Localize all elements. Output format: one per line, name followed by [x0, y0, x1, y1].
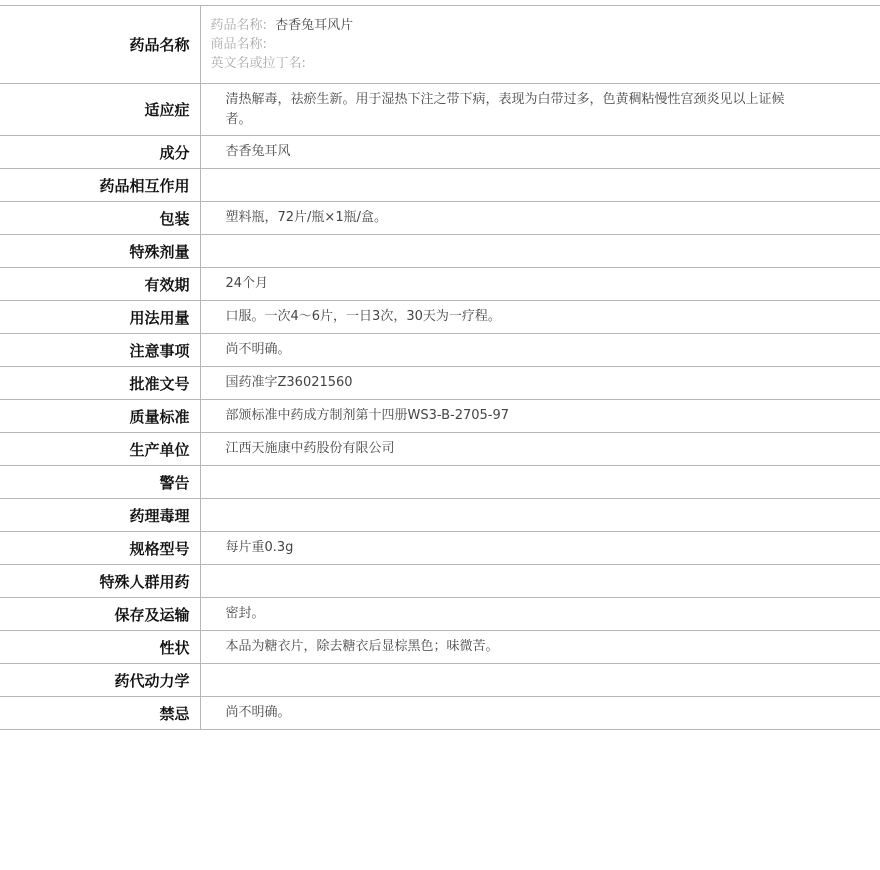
row-special-dosage: [0, 235, 880, 268]
row-warning: [0, 466, 880, 499]
row-value: 尚不明确。: [200, 697, 880, 730]
row-shelf-life: [0, 268, 880, 301]
drug-name-line: [211, 16, 791, 35]
row-value: 国药准字Z36021560: [200, 367, 880, 400]
row-drug-name: [0, 6, 880, 84]
row-label: 批准文号: [0, 367, 200, 400]
row-interactions: [0, 169, 880, 202]
english-name-line: [211, 54, 791, 73]
name-values: [200, 6, 880, 84]
row-contraindications: [0, 697, 880, 730]
row-label: 注意事项: [0, 334, 200, 367]
row-specification: [0, 532, 880, 565]
row-label: 药品相互作用: [0, 169, 200, 202]
row-value: 本品为糖衣片，除去糖衣后显棕黑色；味微苦。: [200, 631, 880, 664]
row-special-populations: [0, 565, 880, 598]
row-value: [200, 466, 880, 499]
row-label: 药代动力学: [0, 664, 200, 697]
row-value: [200, 169, 880, 202]
row-value: 杏香兔耳风: [200, 136, 880, 169]
drug-name-value: 杏香兔耳风片: [275, 18, 354, 33]
row-label: 生产单位: [0, 433, 200, 466]
row-value: 江西天施康中药股份有限公司: [200, 433, 880, 466]
row-label: 性状: [0, 631, 200, 664]
row-label: 包装: [0, 202, 200, 235]
row-pharmacology: [0, 499, 880, 532]
row-value: 24个月: [200, 268, 880, 301]
row-label: 警告: [0, 466, 200, 499]
row-value: 尚不明确。: [200, 334, 880, 367]
row-label: 有效期: [0, 268, 200, 301]
row-label: 特殊人群用药: [0, 565, 200, 598]
row-label: 药品名称: [0, 6, 200, 84]
row-label: 特殊剂量: [0, 235, 200, 268]
row-label: 规格型号: [0, 532, 200, 565]
row-value: [200, 565, 880, 598]
row-value: 口服。一次4～6片，一日3次，30天为一疗程。: [200, 301, 880, 334]
row-precautions: [0, 334, 880, 367]
row-label: 药理毒理: [0, 499, 200, 532]
row-manufacturer: [0, 433, 880, 466]
row-value: [200, 499, 880, 532]
row-value: 塑料瓶，72片/瓶×1瓶/盒。: [200, 202, 880, 235]
row-label: 质量标准: [0, 400, 200, 433]
drug-name-label: 药品名称:: [210, 18, 267, 33]
row-value: 每片重0.3g: [200, 532, 880, 565]
row-indications: [0, 84, 880, 136]
trade-name-label: 商品名称:: [210, 37, 267, 52]
row-usage: [0, 301, 880, 334]
drug-spec-table: [0, 5, 880, 730]
row-appearance: [0, 631, 880, 664]
row-ingredients: [0, 136, 880, 169]
row-label: 成分: [0, 136, 200, 169]
row-value: [200, 664, 880, 697]
row-value: 清热解毒，祛瘀生新。用于湿热下注之带下病，表现为白带过多，色黄稠粘慢性宫颈炎见以上证候者。: [200, 84, 880, 136]
row-label: 保存及运输: [0, 598, 200, 631]
row-packaging: [0, 202, 880, 235]
row-value: 部颁标准中药成方制剂第十四册WS3-B-2705-97: [200, 400, 880, 433]
row-label: 禁忌: [0, 697, 200, 730]
english-name-label: 英文名或拉丁名:: [210, 56, 306, 71]
row-value: [200, 235, 880, 268]
row-pharmacokinetics: [0, 664, 880, 697]
row-storage: [0, 598, 880, 631]
row-label: 用法用量: [0, 301, 200, 334]
row-value: 密封。: [200, 598, 880, 631]
row-approval-number: [0, 367, 880, 400]
row-label: 适应症: [0, 84, 200, 136]
trade-name-line: [211, 35, 791, 54]
row-quality-standard: [0, 400, 880, 433]
